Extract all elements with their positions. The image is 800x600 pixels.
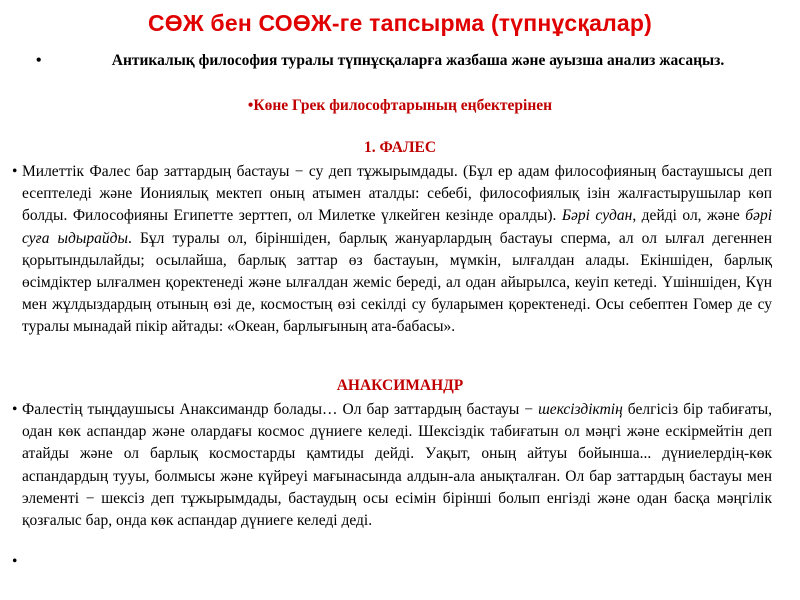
thales-text-3: . Бұл туралы ол, біріншіден, барлық жануарлардың бастауы сперма, ал ол ылғал дегеннен қорытындылайды; осылайша, барлық заттар өз бастауын, мүмкін, ылғалдан алады. Екіншіден, барлық өсімдіктер ылғалмен қоректенеді және ылғалдан жеміс береді, ал одан айырылса, кеуіп кетеді. Үшіншіден, Күн мен жұлдыздардың отының өзі де, космостың өзі секілді су буларымен қоректенеді. Осы себептен Гомер де су туралы мынадай пікір айтады: «Океан, барлығының ата-бабасы». (22, 229, 772, 336)
thales-italic-1: Бәрі судан (561, 207, 633, 225)
paragraph-thales (12, 161, 772, 339)
anaximander-italic-1: шексіздіктің (538, 401, 623, 418)
page-title: СӨЖ бен СОӨЖ-ге тапсырма (түпнұсқалар) (147, 10, 653, 36)
task-instruction (36, 50, 772, 72)
anaximander-text-1: Фалестің тыңдаушысы Анаксимандр болады… Ол бар заттардың бастауы − (22, 401, 539, 418)
paragraph-anaximander (12, 399, 772, 532)
bullet: • (12, 401, 18, 418)
task-text: Антикалық философия туралы түпнұсқаларға жазбаша және ауызша анализ жасаңыз. (111, 52, 725, 69)
section-heading-thales: 1. ФАЛЕС (363, 139, 437, 156)
source-line: •Көне Грек философтарының еңбектерінен (247, 97, 553, 114)
bullet: • (12, 163, 18, 180)
anaximander-text-2: белгісіз бір табиғаты, одан көк аспандар және олардағы космос дүниеге келеді. Шексіздік табиғатын ол мәңгі және ескірмейтін деп атайды және ол барлық космостарды қамтиды дейді. Уақыт, оның айтуы бойынша... дүниелердің-көк аспандардың тууы, болмысы және күйреуі мағынасында алдын-ала анықталған. Ол бар заттардың бастауы мен элементі − шексіз деп тұжырымдады, бастаудың осы есімін бірінші болып енгізді және одан басқа мәңгілік қозғалыс бар, онда көк аспандар дүниеге келеді деді. (22, 401, 772, 530)
trailing-bullet: • (12, 553, 18, 570)
thales-text-2: , дейді ол, және (632, 207, 746, 225)
thales-text-1: Милеттік Фалес бар заттардың бастауы − су деп тұжырымдады. (Бұл ер адам философияның бастаушысы деп есептеледі және Иониялық мектеп оның атымен аталды: себебі, философиялық ізін жалғастырушылар көп болды. Философияны Египетте зерттеп, ол Милетке үлкейген кезінде оралды). (22, 163, 772, 225)
thales-italic-2: бәрі суға ыдырайды (22, 207, 772, 247)
bullet: • (36, 52, 42, 69)
section-heading-anaximander: АНАКСИМАНДР (336, 377, 464, 394)
